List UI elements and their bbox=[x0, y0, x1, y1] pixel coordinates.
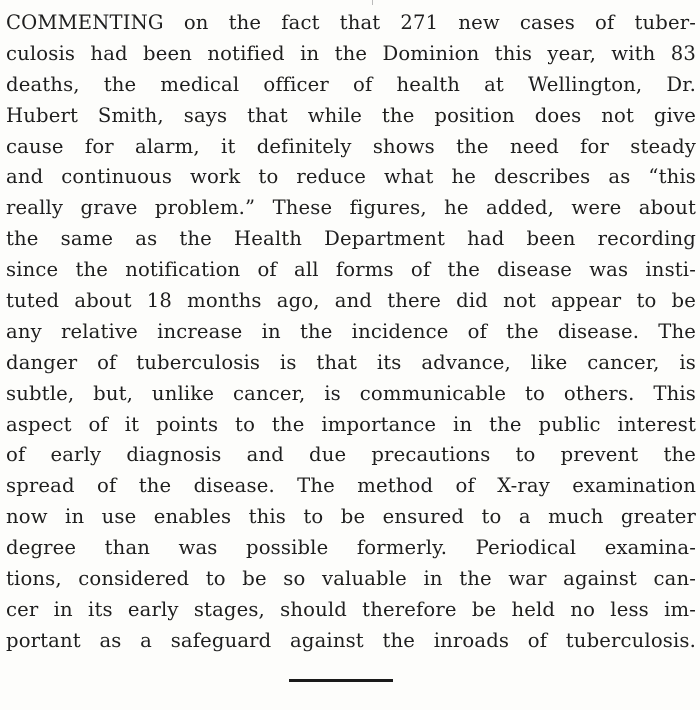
article-line: Hubert Smith, says that while the position does not give bbox=[6, 103, 696, 127]
article-line: and continuous work to reduce what he describes as “this bbox=[6, 165, 696, 189]
article-line: aspect of it points to the importance in the public interest bbox=[6, 412, 696, 436]
scan-speck bbox=[372, 0, 373, 5]
section-divider-rule bbox=[289, 679, 393, 682]
article-line: COMMENTING on the fact that 271 new cases of tuber- bbox=[6, 11, 696, 34]
article-line: any relative increase in the incidence of the disease. The bbox=[6, 319, 696, 343]
article-line: subtle, but, unlike cancer, is communicable to others. This bbox=[6, 381, 696, 405]
article-line: tions, considered to be so valuable in the war against can- bbox=[6, 567, 696, 591]
article-line: cer in its early stages, should therefore be held no less im- bbox=[6, 597, 696, 621]
article-line: really grave problem.” These figures, he added, were about bbox=[6, 196, 696, 220]
article-line: the same as the Health Department had been recording bbox=[6, 227, 696, 251]
article-line: portant as a safeguard against the inroads of tuberculosis. bbox=[6, 628, 696, 652]
article-line: tuted about 18 months ago, and there did not appear to be bbox=[6, 289, 696, 313]
article-line: since the notification of all forms of the disease was insti- bbox=[6, 258, 696, 282]
article-body bbox=[6, 8, 696, 657]
article-line: now in use enables this to be ensured to a much greater bbox=[6, 505, 696, 529]
article-line: culosis had been notified in the Dominion this year, with 83 bbox=[6, 41, 696, 65]
article-line: of early diagnosis and due precautions to prevent the bbox=[6, 443, 696, 467]
article-line: spread of the disease. The method of X-ray examination bbox=[6, 474, 696, 498]
article-line: deaths, the medical officer of health at Wellington, Dr. bbox=[6, 72, 696, 96]
article-line: danger of tuberculosis is that its advance, like cancer, is bbox=[6, 350, 696, 374]
article-line: cause for alarm, it definitely shows the need for steady bbox=[6, 134, 696, 158]
article-line: degree than was possible formerly. Periodical examina- bbox=[6, 536, 696, 560]
